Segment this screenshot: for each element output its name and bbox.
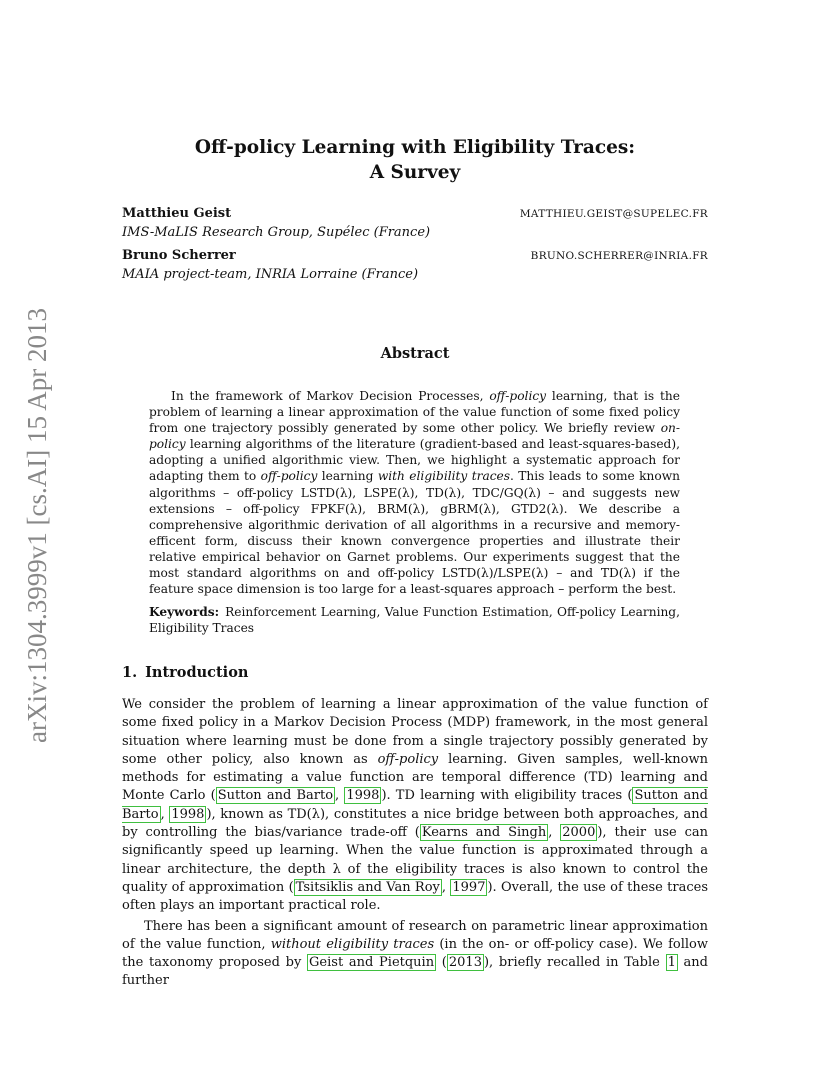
abstract-text-run: learning, that is the problem of learning a linear approximation of the value function of some fixed policy from one trajectory possibly generated by some other policy. We briefly review [149, 389, 680, 436]
intro-text-run: ). TD learning with eligibility traces ( [381, 788, 633, 804]
intro-text-run: ), briefly recalled in Table [483, 955, 666, 971]
author-affiliation: MAIA project-team, INRIA Lorraine (France) [122, 267, 419, 282]
intro-text-run: We consider the problem of learning a linear approximation of the value function of some fixed policy in a Markov Decision Process (MDP) framework, in the most general situation where learning must be done from a single trajectory possibly generated by some other policy, also known as [122, 697, 708, 767]
abstract-heading: Abstract [380, 345, 450, 362]
author-block-1 [122, 206, 708, 246]
intro-text-run: learning. Given samples, well-known methods for estimating a value function are temporal difference (TD) learning and Monte Carlo ( [122, 751, 708, 804]
abstract-text-run: learning algorithms of the literature (gradient-based and least-squares-based), adopting a unified algorithmic view. Then, we highlight a systematic approach for adapting them to [149, 437, 680, 484]
abstract-text-run: learning [317, 469, 378, 484]
citation-year-link[interactable]: 1997 [452, 879, 486, 895]
citation-link[interactable]: Kearns and Singh [421, 825, 547, 841]
section-title: Introduction [145, 664, 249, 681]
citation-year-link[interactable]: 1998 [346, 788, 380, 804]
keywords-text: Reinforcement Learning, Value Function Estimation, Off-policy Learning, Eligibility Traces [149, 605, 680, 636]
citation-year-link[interactable]: 2013 [448, 955, 482, 971]
intro-text-run: , [548, 825, 561, 841]
intro-emphasis: off-policy [377, 751, 439, 767]
introduction-body [122, 696, 708, 991]
intro-text-run: (in the on- or off-policy case). We follow the taxonomy proposed by [122, 936, 708, 971]
citation-year-link[interactable]: 1998 [171, 806, 205, 822]
author-name: Bruno Scherrer [122, 248, 236, 263]
citation-year-link[interactable]: 2000 [562, 825, 596, 841]
abstract-text-run: In the framework of Markov Decision Processes, [171, 389, 490, 403]
citation-link[interactable]: Geist and Pietquin [309, 955, 435, 971]
abstract-body [149, 388, 680, 597]
citation-link[interactable]: Tsitsiklis and Van Roy [295, 879, 440, 895]
intro-text-run: ). Overall, the use of these traces often plays an important practical role. [122, 879, 708, 914]
intro-text-run: and further [122, 955, 709, 989]
intro-text-run: , [441, 879, 451, 895]
section-number: 1. [122, 664, 138, 681]
arxiv-identifier: arXiv:1304.3999v1 [cs.AI] 15 Apr 2013 [21, 307, 52, 743]
author-name: Matthieu Geist [122, 206, 232, 221]
intro-paragraph-2 [122, 918, 708, 991]
intro-text-run: There has been a significant amount of research on parametric linear approximation of the value function, [122, 918, 708, 952]
author-email[interactable]: MATTHIEU.GEIST@SUPELEC.FR [519, 208, 708, 220]
abstract-emphasis: off-policy [260, 469, 318, 484]
intro-text-run: , [335, 788, 345, 804]
intro-paragraph-1 [122, 696, 708, 916]
intro-emphasis: without eligibility traces [270, 936, 435, 952]
author-affiliation: IMS-MaLIS Research Group, Supélec (France) [122, 225, 431, 240]
intro-text-run: ( [436, 955, 447, 971]
paper-title-line-2: A Survey [369, 162, 461, 183]
abstract-paragraph [149, 388, 680, 597]
keywords-block [149, 604, 680, 636]
intro-text-run: ), known as TD(λ), constitutes a nice bridge between both approaches, and by controlling the bias/variance trade-off ( [122, 806, 708, 841]
keywords-label: Keywords: [149, 605, 220, 619]
abstract-emphasis: with eligibility traces [377, 469, 510, 484]
citation-link[interactable]: Sutton and Barto [217, 788, 334, 804]
table-reference-link[interactable]: 1 [667, 955, 676, 971]
author-block-2 [122, 248, 708, 288]
paper-title [122, 135, 708, 185]
citation-link[interactable]: Sutton and Barto [122, 788, 708, 822]
abstract-emphasis: on-policy [149, 421, 680, 452]
abstract-emphasis: off-policy [489, 389, 547, 403]
paper-title-line-1: Off-policy Learning with Eligibility Traces: [194, 137, 636, 158]
section-heading-introduction [122, 664, 248, 681]
intro-text-run: , [160, 806, 170, 822]
abstract-text-run: . This leads to some known algorithms – off-policy LSTD(λ), LSPE(λ), TD(λ), TDC/GQ(λ) – and suggests new extensions – off-policy FPKF(λ), BRM(λ), gBRM(λ), GTD2(λ). We describe a comprehensive algorithmic derivation of all algorithms in a recursive and memory-efficent form, discuss their known convergence properties and illustrate their relative empirical behavior on Garnet problems. Our experiments suggest that the most standard algorithms on and off-policy LSTD(λ)/LSPE(λ) – and TD(λ) if the feature space dimension is too large for a least-squares approach – perform the best. [149, 469, 680, 597]
arxiv-identifier-sidebar [20, 300, 54, 750]
intro-text-run: ), their use can significantly speed up learning. When the value function is approximated through a linear architecture, the depth λ of the eligibility traces is also known to control the quality of approximation ( [122, 825, 709, 895]
author-email[interactable]: BRUNO.SCHERRER@INRIA.FR [530, 250, 708, 262]
